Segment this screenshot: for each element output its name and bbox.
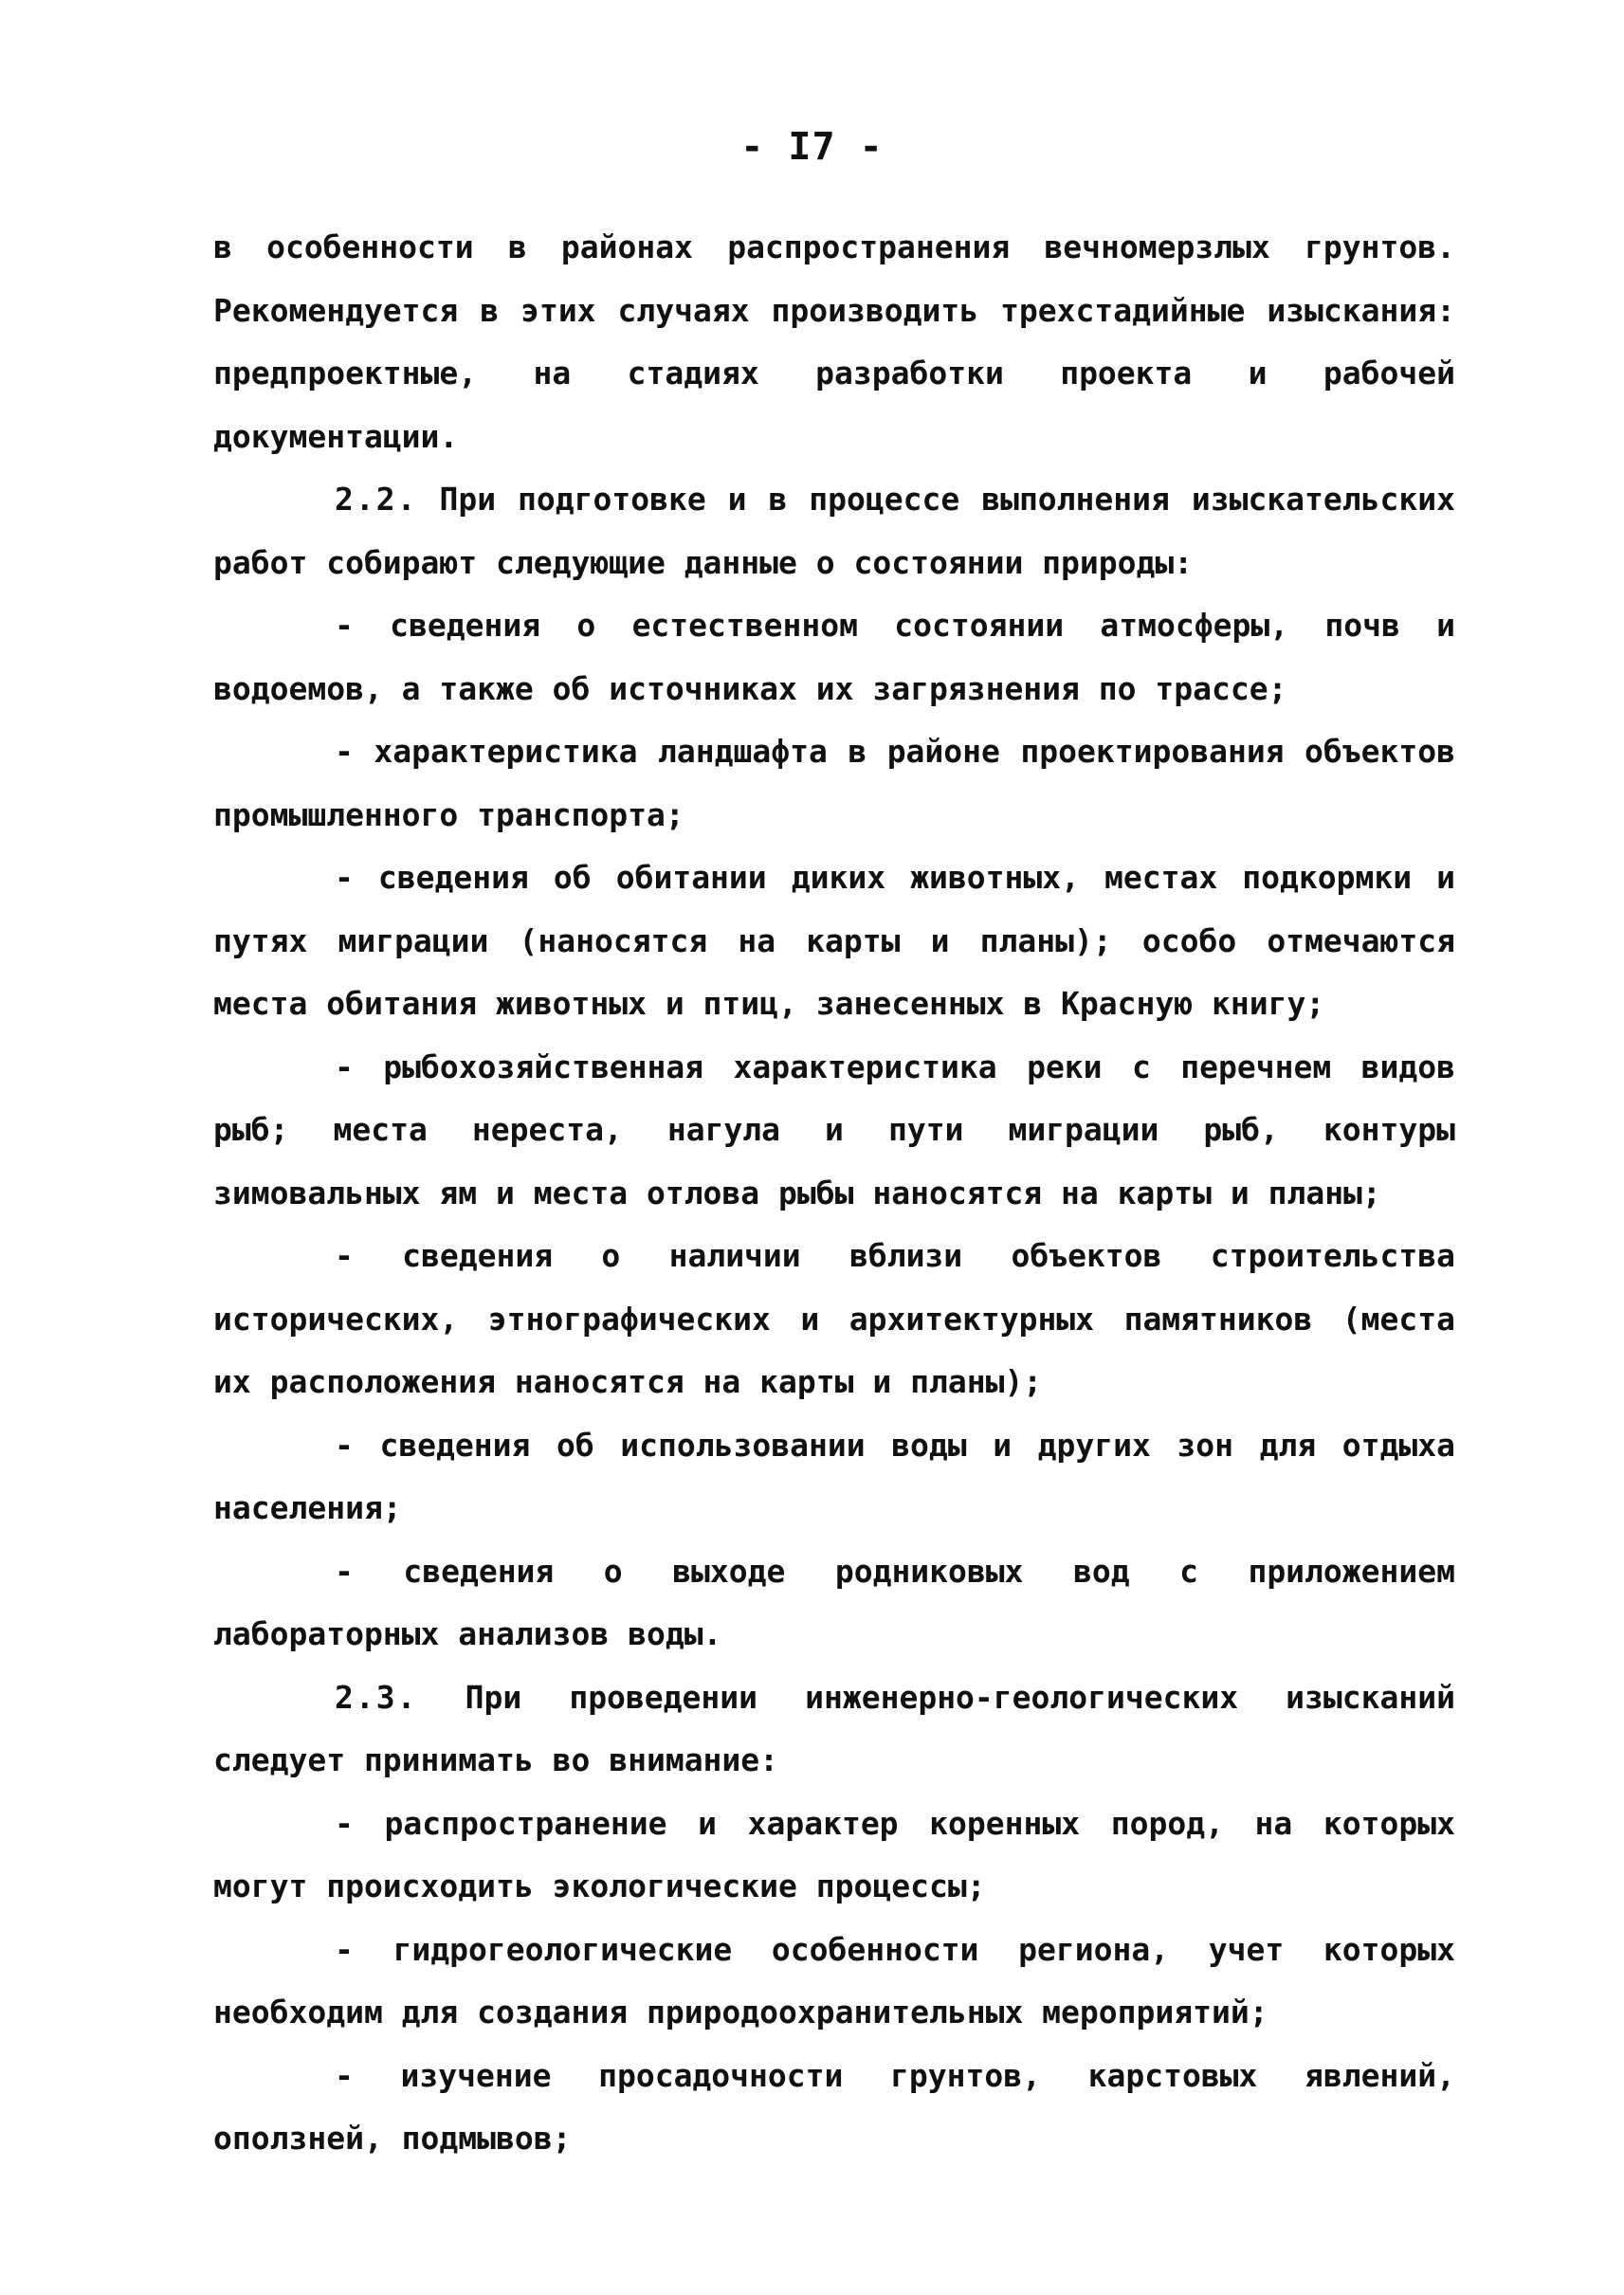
- paragraph-text: При подготовке и в процессе выполнения изыскательских работ собирают следующие данные о состоянии природы:: [213, 481, 1455, 581]
- section-number: 2.2.: [335, 481, 418, 518]
- paragraph: [213, 1414, 1455, 1540]
- paragraph: [213, 594, 1455, 720]
- page-number: - I7 -: [740, 125, 884, 169]
- paragraph: [213, 1225, 1455, 1414]
- paragraph: [213, 2045, 1455, 2171]
- paragraph-text: - рыбохозяйственная характеристика реки с перечнем видов рыб; места нереста, нагула и пути миграции рыб, контуры зимовальных ям и места отлова рыбы наносятся на карты и планы;: [213, 1047, 1455, 1211]
- paragraph: [213, 468, 1455, 594]
- paragraph-text: - изучение просадочности грунтов, карстовых явлений, оползней, подмывов;: [213, 2056, 1455, 2157]
- document-body: [213, 216, 1455, 2171]
- paragraph-text: в особенности в районах распространения вечномерзлых грунтов. Рекомендуется в этих случаях производить трехстадийные изыскания: предпроектные, на стадиях разработки проекта и рабочей документации.: [213, 228, 1455, 455]
- paragraph-text: При проведении инженерно-геологических изысканий следует принимать во внимание:: [213, 1678, 1455, 1778]
- paragraph: [213, 1919, 1455, 2045]
- paragraph-text: - характеристика ландшафта в районе проектирования объектов промышленного транспорта;: [213, 733, 1455, 833]
- paragraph: [213, 1793, 1455, 1919]
- paragraph: [213, 1540, 1455, 1667]
- paragraph-text: - сведения о выходе родниковых вод с приложением лабораторных анализов воды.: [213, 1552, 1455, 1652]
- paragraph-text: - распространение и характер коренных пород, на которых могут происходить экологические процессы;: [213, 1804, 1455, 1904]
- section-number: 2.3.: [335, 1678, 418, 1716]
- paragraph-text: - сведения о естественном состоянии атмосферы, почв и водоемов, а также об источниках их загрязнения по трассе;: [213, 607, 1455, 707]
- paragraph-text: - сведения об обитании диких животных, местах подкормки и путях миграции (наносятся на карты и планы); особо отмечаются места обитания животных и птиц, занесенных в Красную книгу;: [213, 859, 1455, 1022]
- paragraph: [213, 216, 1455, 468]
- paragraph: [213, 1667, 1455, 1793]
- paragraph-text: - сведения о наличии вблизи объектов строительства исторических, этнографических и архитектурных памятников (места их расположения наносятся на карты и планы);: [213, 1237, 1455, 1400]
- paragraph: [213, 720, 1455, 847]
- paragraph-text: - гидрогеологические особенности региона, учет которых необходим для создания природоохранительных мероприятий;: [213, 1930, 1455, 2031]
- paragraph: [213, 1036, 1455, 1226]
- paragraph-text: - сведения об использовании воды и других зон для отдыха населения;: [213, 1426, 1455, 1526]
- paragraph: [213, 847, 1455, 1036]
